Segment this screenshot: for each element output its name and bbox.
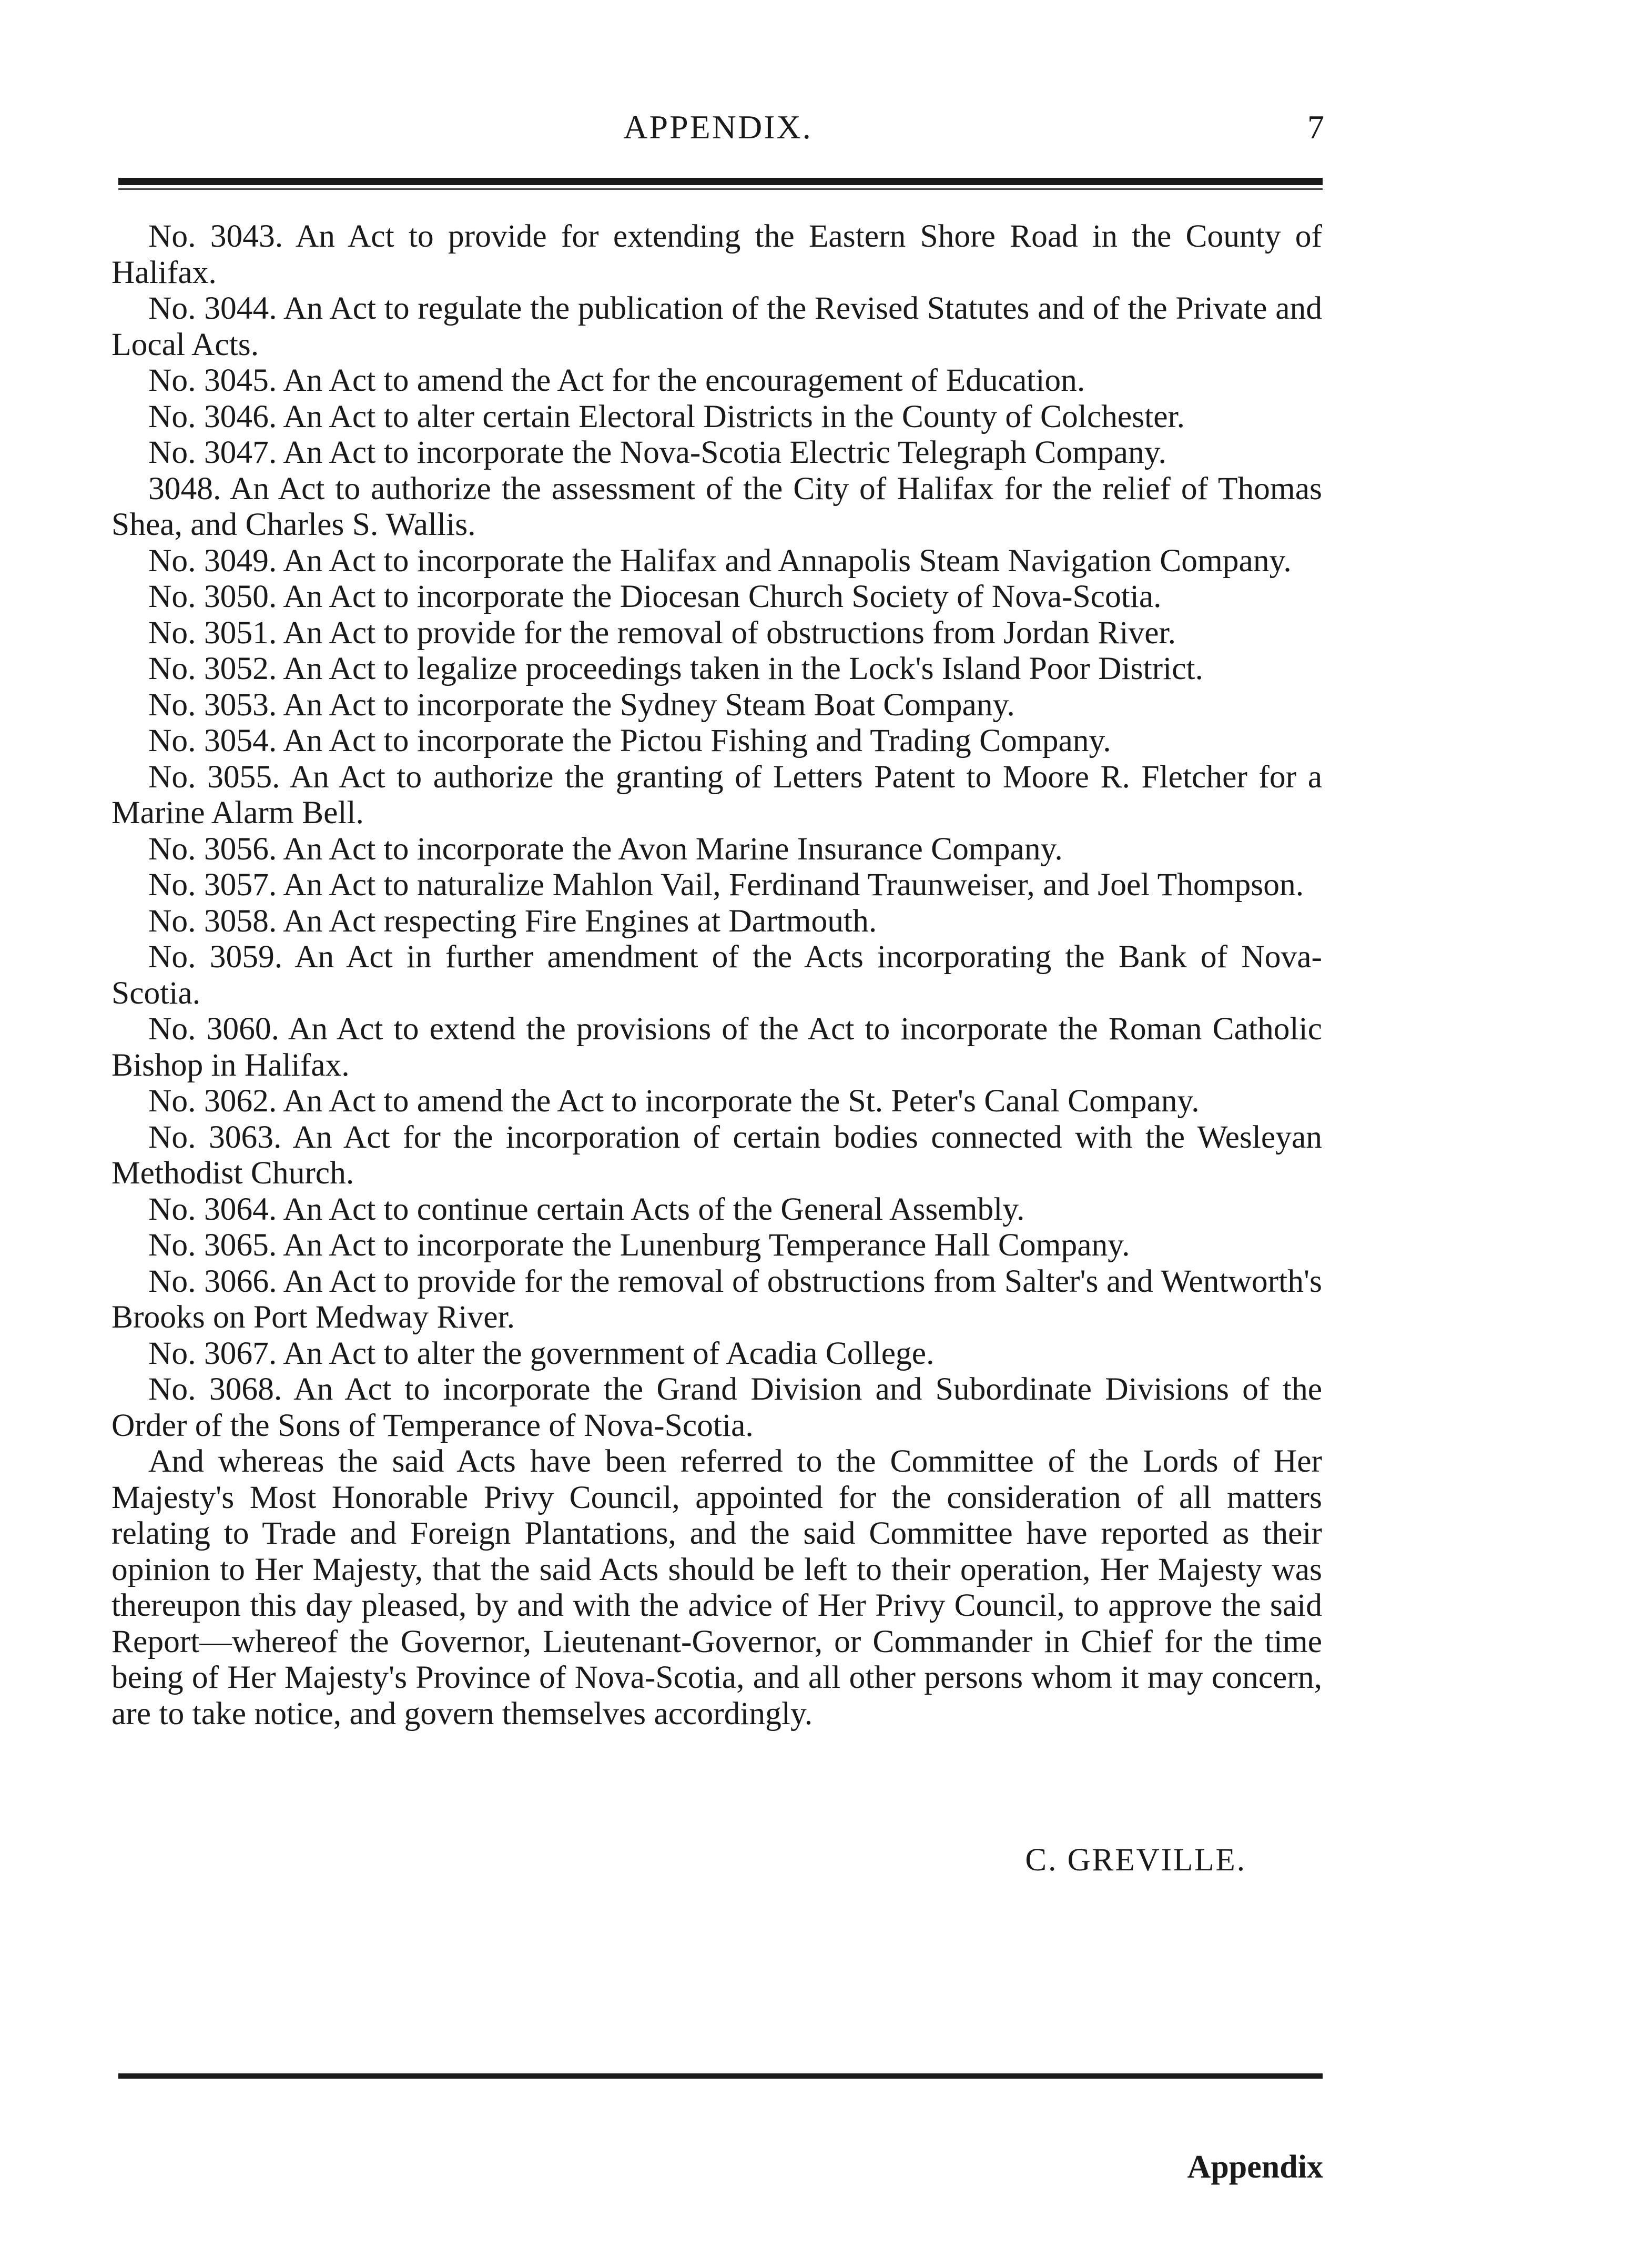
act-3050: No. 3050. An Act to incorporate the Diocesan Church Society of Nova-Scotia. — [148, 579, 1162, 614]
act-3052: No. 3052. An Act to legalize proceedings taken in the Lock's Island Poor District. — [148, 651, 1203, 686]
act-3062: No. 3062. An Act to amend the Act to incorporate the St. Peter's Canal Company. — [148, 1083, 1200, 1119]
header-rule — [118, 178, 1323, 185]
act-3046: No. 3046. An Act to alter certain Electoral Districts in the County of Colchester. — [148, 398, 1185, 434]
act-3063: No. 3063. An Act for the incorporation of certain bodies connected with the Wesleyan Methodist Church. — [111, 1119, 1322, 1191]
running-title: APPENDIX. — [623, 108, 813, 146]
act-3064: No. 3064. An Act to continue certain Acts of the General Assembly. — [148, 1191, 1025, 1227]
act-3058: No. 3058. An Act respecting Fire Engines at Dartmouth. — [148, 903, 877, 939]
act-3043: No. 3043. An Act to provide for extending the Eastern Shore Road in the County of Halifax. — [111, 218, 1322, 290]
act-3055: No. 3055. An Act to authorize the granting of Letters Patent to Moore R. Fletcher for a Marine Alarm Bell. — [111, 758, 1322, 831]
act-3051: No. 3051. An Act to provide for the removal of obstructions from Jordan River. — [148, 614, 1176, 651]
footer-rule — [118, 2073, 1323, 2079]
act-3048: 3048. An Act to authorize the assessment of the City of Halifax for the relief of Thomas Shea, and Charles S. Wallis. — [111, 470, 1322, 542]
act-3044: No. 3044. An Act to regulate the publication of the Revised Statutes and of the Private and Local Acts. — [111, 290, 1322, 362]
act-3066: No. 3066. An Act to provide for the removal of obstructions from Salter's and Wentworth's Brooks on Port Medway River. — [111, 1263, 1322, 1335]
act-3053: No. 3053. An Act to incorporate the Sydney Steam Boat Company. — [148, 686, 1015, 723]
closing-paragraph: And whereas the said Acts have been referred to the Committee of the Lords of Her Majesty's Most Honorable Privy Council, appointed for the consideration of all matters relating to Trade and Foreign Plantations, and the said Committee have reported as their opinion to Her Majesty, that the said Acts should be left to their operation, Her Majesty was thereupon this day pleased, by and with the advice of Her Privy Council, to approve the said Report—whereof the Governor, Lieutenant-Governor, or Commander in Chief for the time being of Her Majesty's Province of Nova-Scotia, and all other persons whom it may concern, are to take notice, and govern themselves accordingly. — [111, 1443, 1322, 1732]
act-3057: No. 3057. An Act to naturalize Mahlon Vail, Ferdinand Traunweiser, and Joel Thompson. — [148, 867, 1304, 903]
act-3067: No. 3067. An Act to alter the government of Acadia College. — [148, 1335, 935, 1371]
catchword: Appendix — [1187, 2149, 1323, 2185]
act-3065: No. 3065. An Act to incorporate the Lunenburg Temperance Hall Company. — [148, 1227, 1130, 1263]
page-number: 7 — [1307, 108, 1324, 146]
header-rule-thin — [118, 188, 1323, 190]
act-3054: No. 3054. An Act to incorporate the Pictou Fishing and Trading Company. — [148, 723, 1111, 758]
act-3049: No. 3049. An Act to incorporate the Halifax and Annapolis Steam Navigation Company. — [148, 542, 1292, 579]
acts-list — [111, 218, 1322, 1732]
act-3047: No. 3047. An Act to incorporate the Nova-Scotia Electric Telegraph Company. — [148, 434, 1166, 470]
act-3045: No. 3045. An Act to amend the Act for the encouragement of Education. — [148, 362, 1085, 398]
act-3056: No. 3056. An Act to incorporate the Avon Marine Insurance Company. — [148, 831, 1063, 867]
act-3060: No. 3060. An Act to extend the provisions of the Act to incorporate the Roman Catholic Bishop in Halifax. — [111, 1011, 1322, 1083]
act-3068: No. 3068. An Act to incorporate the Grand Division and Subordinate Divisions of the Order of the Sons of Temperance of Nova-Scotia. — [111, 1371, 1322, 1443]
signature: C. GREVILLE. — [1025, 1842, 1246, 1878]
act-3059: No. 3059. An Act in further amendment of the Acts incorporating the Bank of Nova-Scotia. — [111, 939, 1322, 1011]
page-header — [111, 108, 1324, 155]
